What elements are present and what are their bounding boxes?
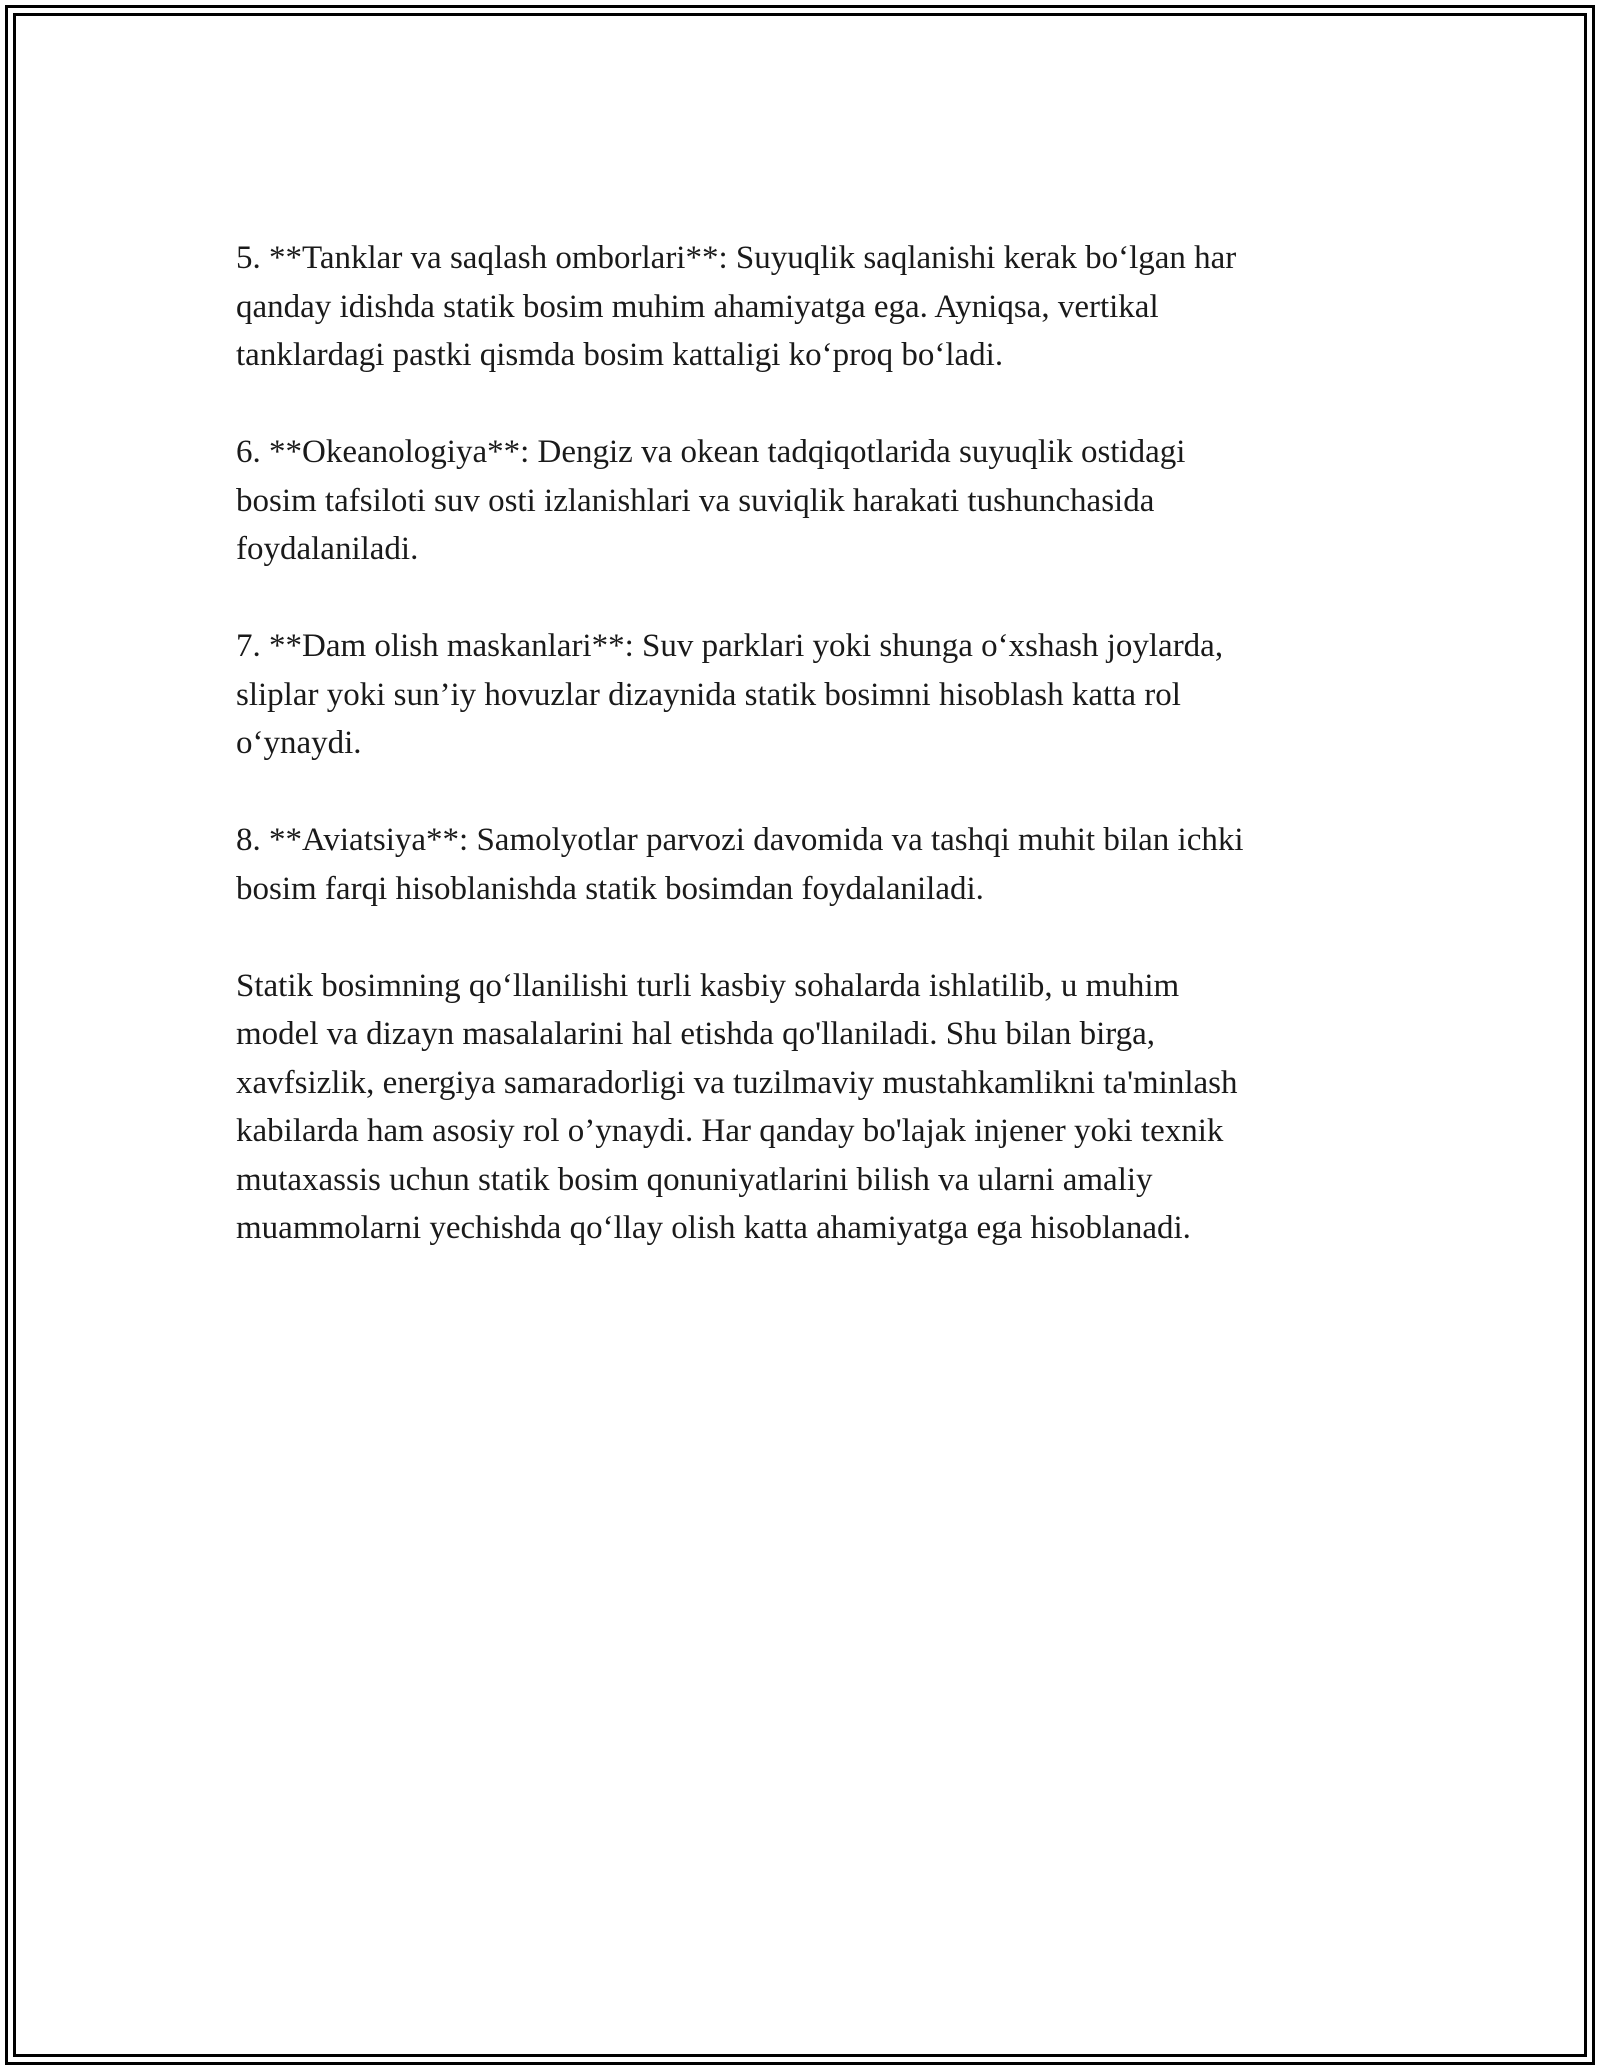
paragraph-aviation: 8. **Aviatsiya**: Samolyotlar parvozi davomida va tashqi muhit bilan ichki bosim farqi hisoblanishda statik bosimdan foydalaniladi. [236,822,1244,907]
paragraph-recreation: 7. **Dam olish maskanlari**: Suv parklari yoki shunga o‘xshash joylarda, sliplar yoki sun’iy hovuzlar dizaynida statik bosimni hisoblash katta rol o‘ynaydi. [236,628,1224,761]
paragraph-oceanology: 6. **Okeanologiya**: Dengiz va okean tadqiqotlarida suyuqlik ostidagi bosim tafsiloti suv osti izlanishlari va suviqlik harakati tushunchasida foydalaniladi. [236,434,1186,567]
paragraph-conclusion: Statik bosimning qo‘llanilishi turli kasbiy sohalarda ishlatilib, u muhim model va dizayn masalalarini hal etishda qo'llaniladi. Shu bilan birga, xavfsizlik, energiya samaradorligi va tuzilmaviy mustahkamlikni ta'minlash kabilarda ham asosiy rol o’ynaydi. Har qanday bo'lajak injener yoki texnik mutaxassis uchun statik bosim qonuniyatlarini bilish va ularni amaliy muammolarni yechishda qo‘llay olish katta ahamiyatga ega hisoblanadi. [236,967,1238,1246]
document-body [236,234,1396,1301]
paragraph-tanks: 5. **Tanklar va saqlash omborlari**: Suyuqlik saqlanishi kerak bo‘lgan har qanday idishda statik bosim muhim ahamiyatga ega. Ayniqsa, vertikal tanklardagi pastki qismda bosim kattaligi ko‘proq bo‘ladi. [236,240,1237,373]
